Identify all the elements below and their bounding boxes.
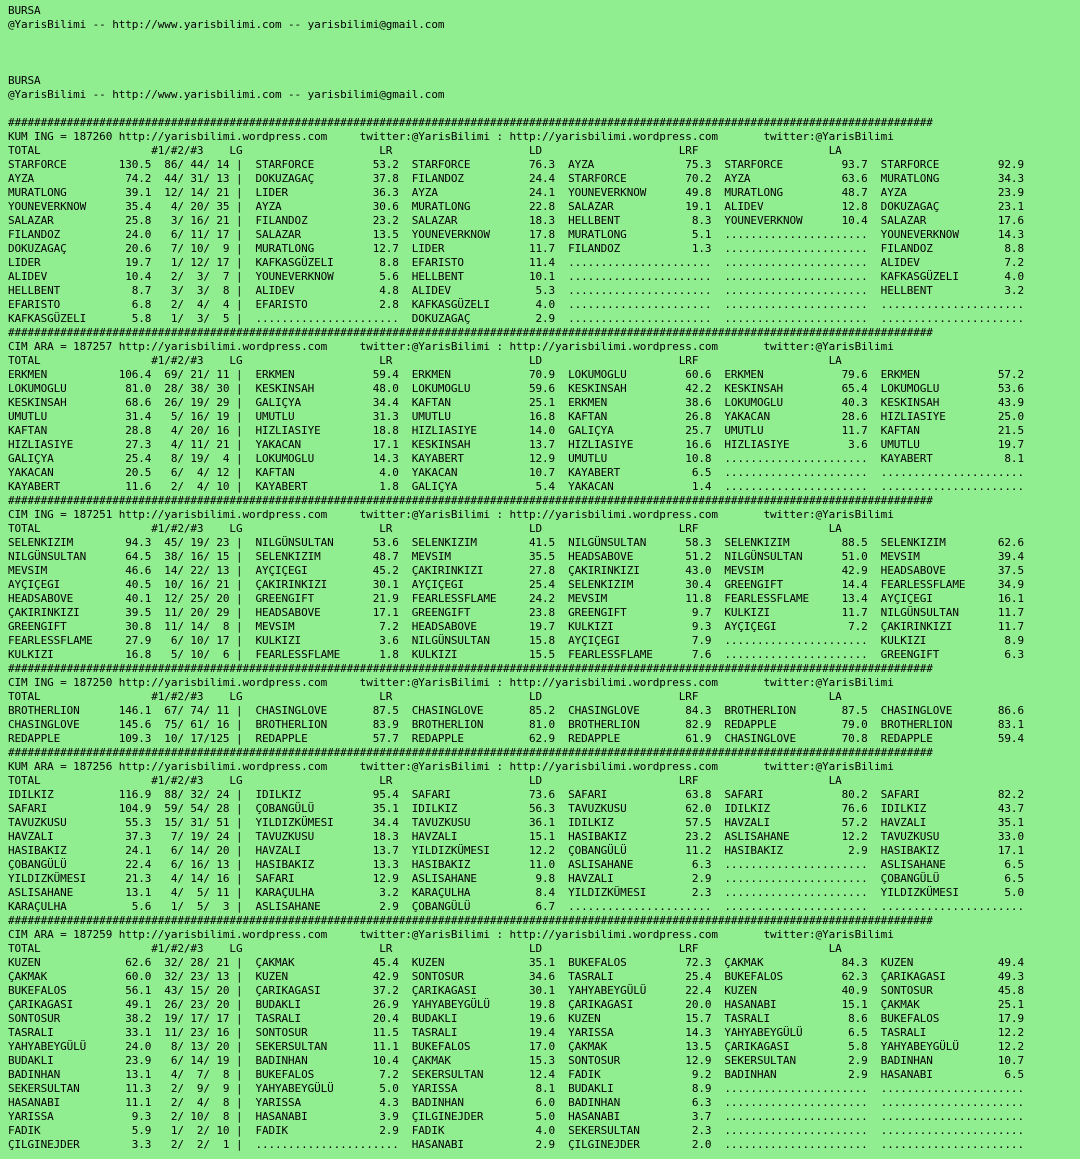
text-line: MURATLONG 39.1 12/ 14/ 21 | LIDER 36.3 AYZA 24.1 YOUNEVERKNOW 49.8 MURATLONG 48.7 AYZA 23.9: [8, 186, 1024, 199]
text-line: ÇAKIRINKIZI 39.5 11/ 20/ 29 | HEADSABOVE 17.1 GREENGIFT 23.8 GREENGIFT 9.7 KULKIZI 11.7 NILGÜNSULTAN 11.7: [8, 606, 1024, 619]
text-line: UMUTLU 31.4 5/ 16/ 19 | UMUTLU 31.3 UMUTLU 16.8 KAFTAN 26.8 YAKACAN 28.6 HIZLIASIYE 25.0: [8, 410, 1024, 423]
text-line: ALIDEV 10.4 2/ 3/ 7 | YOUNEVERKNOW 5.6 HELLBENT 10.1 ...................... ...................... KAFKASGÜZELI 4.0: [8, 270, 1024, 283]
text-line: KESKINSAH 68.6 26/ 19/ 29 | GALIÇYA 34.4 KAFTAN 25.1 ERKMEN 38.6 LOKUMOGLU 40.3 KESKINSAH 43.9: [8, 396, 1024, 409]
text-line: ERKMEN 106.4 69/ 21/ 11 | ERKMEN 59.4 ERKMEN 70.9 LOKUMOGLU 60.6 ERKMEN 79.6 ERKMEN 57.2: [8, 368, 1024, 381]
text-line: KAYABERT 11.6 2/ 4/ 10 | KAYABERT 1.8 GALIÇYA 5.4 YAKACAN 1.4 ...................... ......................: [8, 480, 1024, 493]
text-line: CIM ING = 187250 http://yarisbilimi.wordpress.com twitter:@YarisBilimi : http://yarisbilimi.wordpress.com twitter:@YarisBilimi: [8, 676, 894, 689]
text-line: CIM ING = 187251 http://yarisbilimi.wordpress.com twitter:@YarisBilimi : http://yarisbilimi.wordpress.com twitter:@YarisBilimi: [8, 508, 894, 521]
text-line: LOKUMOGLU 81.0 28/ 38/ 30 | KESKINSAH 48.0 LOKUMOGLU 59.6 KESKINSAH 42.2 KESKINSAH 65.4 LOKUMOGLU 53.6: [8, 382, 1024, 395]
text-line: TOTAL #1/#2/#3 LG LR LD LRF LA: [8, 354, 842, 367]
text-line: HIZLIASIYE 27.3 4/ 11/ 21 | YAKACAN 17.1 KESKINSAH 13.7 HIZLIASIYE 16.6 HIZLIASIYE 3.6 UMUTLU 19.7: [8, 438, 1024, 451]
text-line: EFARISTO 6.8 2/ 4/ 4 | EFARISTO 2.8 KAFKASGÜZELI 4.0 ...................... ...................... ......................: [8, 298, 1024, 311]
text-line: BROTHERLION 146.1 67/ 74/ 11 | CHASINGLOVE 87.5 CHASINGLOVE 85.2 CHASINGLOVE 84.3 BROTHERLION 87.5 CHASINGLOVE 86.6: [8, 704, 1024, 717]
text-line: KAFKASGÜZELI 5.8 1/ 3/ 5 | ...................... DOKUZAGAÇ 2.9 ...................... ...................... ......................: [8, 312, 1024, 325]
text-line: TOTAL #1/#2/#3 LG LR LD LRF LA: [8, 774, 842, 787]
text-line: FILANDOZ 24.0 6/ 11/ 17 | SALAZAR 13.5 YOUNEVERKNOW 17.8 MURATLONG 5.1 ...................... YOUNEVERKNOW 14.3: [8, 228, 1024, 241]
text-line: TOTAL #1/#2/#3 LG LR LD LRF LA: [8, 522, 842, 535]
text-line: ASLISAHANE 13.1 4/ 5/ 11 | KARAÇULHA 3.2 KARAÇULHA 8.4 YILDIZKÜMESI 2.3 ...................... YILDIZKÜMESI 5.0: [8, 886, 1024, 899]
text-line: TOTAL #1/#2/#3 LG LR LD LRF LA: [8, 942, 842, 955]
text-line: KUM ING = 187260 http://yarisbilimi.wordpress.com twitter:@YarisBilimi : http://yarisbilimi.wordpress.com twitter:@YarisBilimi: [8, 130, 894, 143]
text-line: KAFTAN 28.8 4/ 20/ 16 | HIZLIASIYE 18.8 HIZLIASIYE 14.0 GALIÇYA 25.7 UMUTLU 11.7 KAFTAN 21.5: [8, 424, 1024, 437]
text-line: FADIK 5.9 1/ 2/ 10 | FADIK 2.9 FADIK 4.0 SEKERSULTAN 2.3 ...................... ......................: [8, 1124, 1024, 1137]
text-line: ÇILGINEJDER 3.3 2/ 2/ 1 | ...................... HASANABI 2.9 ÇILGINEJDER 2.0 ...................... ......................: [8, 1138, 1024, 1151]
text-line: BUKEFALOS 56.1 43/ 15/ 20 | ÇARIKAGASI 37.2 ÇARIKAGASI 30.1 YAHYABEYGÜLÜ 22.4 KUZEN 40.9 SONTOSUR 45.8: [8, 984, 1024, 997]
text-line: @YarisBilimi -- http://www.yarisbilimi.com -- yarisbilimi@gmail.com: [8, 18, 445, 31]
text-line: YARISSA 9.3 2/ 10/ 8 | HASANABI 3.9 ÇILGINEJDER 5.0 HASANABI 3.7 ...................... ......................: [8, 1110, 1024, 1123]
text-line: KULKIZI 16.8 5/ 10/ 6 | FEARLESSFLAME 1.8 KULKIZI 15.5 FEARLESSFLAME 7.6 ...................... GREENGIFT 6.3: [8, 648, 1024, 661]
text-line: CHASINGLOVE 145.6 75/ 61/ 16 | BROTHERLION 83.9 BROTHERLION 81.0 BROTHERLION 82.9 REDAPPLE 79.0 BROTHERLION 83.1: [8, 718, 1024, 731]
text-line: CIM ARA = 187257 http://yarisbilimi.wordpress.com twitter:@YarisBilimi : http://yarisbilimi.wordpress.com twitter:@YarisBilimi: [8, 340, 894, 353]
text-line: YILDIZKÜMESI 21.3 4/ 14/ 16 | SAFARI 12.9 ASLISAHANE 9.8 HAVZALI 2.9 ...................... ÇOBANGÜLÜ 6.5: [8, 872, 1024, 885]
text-line: LIDER 19.7 1/ 12/ 17 | KAFKASGÜZELI 8.8 EFARISTO 11.4 ...................... ...................... ALIDEV 7.2: [8, 256, 1024, 269]
text-line: KARAÇULHA 5.6 1/ 5/ 3 | ASLISAHANE 2.9 ÇOBANGÜLÜ 6.7 ...................... ...................... ......................: [8, 900, 1024, 913]
section-divider: ##############################################################################################################################################: [8, 494, 933, 507]
text-line: @YarisBilimi -- http://www.yarisbilimi.com -- yarisbilimi@gmail.com: [8, 88, 445, 101]
text-line: HAVZALI 37.3 7/ 19/ 24 | TAVUZKUSU 18.3 HAVZALI 15.1 HASIBAKIZ 23.2 ASLISAHANE 12.2 TAVUZKUSU 33.0: [8, 830, 1024, 843]
text-line: SELENKIZIM 94.3 45/ 19/ 23 | NILGÜNSULTAN 53.6 SELENKIZIM 41.5 NILGÜNSULTAN 58.3 SELENKIZIM 88.5 SELENKIZIM 62.6: [8, 536, 1024, 549]
text-line: KUM ARA = 187256 http://yarisbilimi.wordpress.com twitter:@YarisBilimi : http://yarisbilimi.wordpress.com twitter:@YarisBilimi: [8, 760, 894, 773]
text-line: MEVSIM 46.6 14/ 22/ 13 | AYÇIÇEGI 45.2 ÇAKIRINKIZI 27.8 ÇAKIRINKIZI 43.0 MEVSIM 42.9 HEADSABOVE 37.5: [8, 564, 1024, 577]
section-divider: ##############################################################################################################################################: [8, 326, 933, 339]
text-line: [8, 46, 1080, 60]
text-line: BUDAKLI 23.9 6/ 14/ 19 | BADINHAN 10.4 ÇAKMAK 15.3 SONTOSUR 12.9 SEKERSULTAN 2.9 BADINHAN 10.7: [8, 1054, 1024, 1067]
text-line: TOTAL #1/#2/#3 LG LR LD LRF LA: [8, 690, 842, 703]
text-line: CIM ARA = 187259 http://yarisbilimi.wordpress.com twitter:@YarisBilimi : http://yarisbilimi.wordpress.com twitter:@YarisBilimi: [8, 928, 894, 941]
text-line: ÇARIKAGASI 49.1 26/ 23/ 20 | BUDAKLI 26.9 YAHYABEYGÜLÜ 19.8 ÇARIKAGASI 20.0 HASANABI 15.1 ÇAKMAK 25.1: [8, 998, 1024, 1011]
text-line: AYÇIÇEGI 40.5 10/ 16/ 21 | ÇAKIRINKIZI 30.1 AYÇIÇEGI 25.4 SELENKIZIM 30.4 GREENGIFT 14.4 FEARLESSFLAME 34.9: [8, 578, 1024, 591]
section-divider: ##############################################################################################################################################: [8, 746, 933, 759]
text-line: DOKUZAGAÇ 20.6 7/ 10/ 9 | MURATLONG 12.7 LIDER 11.7 FILANDOZ 1.3 ...................... FILANDOZ 8.8: [8, 242, 1024, 255]
text-line: SEKERSULTAN 11.3 2/ 9/ 9 | YAHYABEYGÜLÜ 5.0 YARISSA 8.1 BUDAKLI 8.9 ...................... ......................: [8, 1082, 1024, 1095]
text-line: ÇOBANGÜLÜ 22.4 6/ 16/ 13 | HASIBAKIZ 13.3 HASIBAKIZ 11.0 ASLISAHANE 6.3 ...................... ASLISAHANE 6.5: [8, 858, 1024, 871]
text-line: REDAPPLE 109.3 10/ 17/125 | REDAPPLE 57.7 REDAPPLE 62.9 REDAPPLE 61.9 CHASINGLOVE 70.8 REDAPPLE 59.4: [8, 732, 1024, 745]
text-line: STARFORCE 130.5 86/ 44/ 14 | STARFORCE 53.2 STARFORCE 76.3 AYZA 75.3 STARFORCE 93.7 STARFORCE 92.9: [8, 158, 1024, 171]
text-line: HASANABI 11.1 2/ 4/ 8 | YARISSA 4.3 BADINHAN 6.0 BADINHAN 6.3 ...................... ......................: [8, 1096, 1024, 1109]
text-line: BURSA: [8, 4, 41, 17]
text-line: GREENGIFT 30.8 11/ 14/ 8 | MEVSIM 7.2 HEADSABOVE 19.7 KULKIZI 9.3 AYÇIÇEGI 7.2 ÇAKIRINKIZI 11.7: [8, 620, 1024, 633]
text-line: YOUNEVERKNOW 35.4 4/ 20/ 35 | AYZA 30.6 MURATLONG 22.8 SALAZAR 19.1 ALIDEV 12.8 DOKUZAGAÇ 23.1: [8, 200, 1024, 213]
text-line: ÇAKMAK 60.0 32/ 23/ 13 | KUZEN 42.9 SONTOSUR 34.6 TASRALI 25.4 BUKEFALOS 62.3 ÇARIKAGASI 49.3: [8, 970, 1024, 983]
section-divider: ##############################################################################################################################################: [8, 662, 933, 675]
text-line: SALAZAR 25.8 3/ 16/ 21 | FILANDOZ 23.2 SALAZAR 18.3 HELLBENT 8.3 YOUNEVERKNOW 10.4 SALAZAR 17.6: [8, 214, 1024, 227]
text-line: [8, 102, 1080, 116]
text-line: TOTAL #1/#2/#3 LG LR LD LRF LA: [8, 144, 842, 157]
text-line: [8, 60, 1080, 74]
text-line: TASRALI 33.1 11/ 23/ 16 | SONTOSUR 11.5 TASRALI 19.4 YARISSA 14.3 YAHYABEYGÜLÜ 6.5 TASRALI 12.2: [8, 1026, 1024, 1039]
text-line: FEARLESSFLAME 27.9 6/ 10/ 17 | KULKIZI 3.6 NILGÜNSULTAN 15.8 AYÇIÇEGI 7.9 ...................... KULKIZI 8.9: [8, 634, 1024, 647]
text-line: NILGÜNSULTAN 64.5 38/ 16/ 15 | SELENKIZIM 48.7 MEVSIM 35.5 HEADSABOVE 51.2 NILGÜNSULTAN 51.0 MEVSIM 39.4: [8, 550, 1024, 563]
text-line: [8, 32, 1080, 46]
text-line: YAHYABEYGÜLÜ 24.0 8/ 13/ 20 | SEKERSULTAN 11.1 BUKEFALOS 17.0 ÇAKMAK 13.5 ÇARIKAGASI 5.8 YAHYABEYGÜLÜ 12.2: [8, 1040, 1024, 1053]
text-line: IDILKIZ 116.9 88/ 32/ 24 | IDILKIZ 95.4 SAFARI 73.6 SAFARI 63.8 SAFARI 80.2 SAFARI 82.2: [8, 788, 1024, 801]
text-line: GALIÇYA 25.4 8/ 19/ 4 | LOKUMOGLU 14.3 KAYABERT 12.9 UMUTLU 10.8 ...................... KAYABERT 8.1: [8, 452, 1024, 465]
text-line: HEADSABOVE 40.1 12/ 25/ 20 | GREENGIFT 21.9 FEARLESSFLAME 24.2 MEVSIM 11.8 FEARLESSFLAME 13.4 AYÇIÇEGI 16.1: [8, 592, 1024, 605]
section-divider: ##############################################################################################################################################: [8, 116, 933, 129]
text-line: AYZA 74.2 44/ 31/ 13 | DOKUZAGAÇ 37.8 FILANDOZ 24.4 STARFORCE 70.2 AYZA 63.6 MURATLONG 34.3: [8, 172, 1024, 185]
text-line: BADINHAN 13.1 4/ 7/ 8 | BUKEFALOS 7.2 SEKERSULTAN 12.4 FADIK 9.2 BADINHAN 2.9 HASANABI 6.5: [8, 1068, 1024, 1081]
text-line: BURSA: [8, 74, 41, 87]
text-line: TAVUZKUSU 55.3 15/ 31/ 51 | YILDIZKÜMESI 34.4 TAVUZKUSU 36.1 IDILKIZ 57.5 HAVZALI 57.2 HAVZALI 35.1: [8, 816, 1024, 829]
text-line: SONTOSUR 38.2 19/ 17/ 17 | TASRALI 20.4 BUDAKLI 19.6 KUZEN 15.7 TASRALI 8.6 BUKEFALOS 17.9: [8, 1012, 1024, 1025]
text-line: YAKACAN 20.5 6/ 4/ 12 | KAFTAN 4.0 YAKACAN 10.7 KAYABERT 6.5 ...................... ......................: [8, 466, 1024, 479]
text-line: HELLBENT 8.7 3/ 3/ 8 | ALIDEV 4.8 ALIDEV 5.3 ...................... ...................... HELLBENT 3.2: [8, 284, 1024, 297]
text-line: SAFARI 104.9 59/ 54/ 28 | ÇOBANGÜLÜ 35.1 IDILKIZ 56.3 TAVUZKUSU 62.0 IDILKIZ 76.6 IDILKIZ 43.7: [8, 802, 1024, 815]
text-line: KUZEN 62.6 32/ 28/ 21 | ÇAKMAK 45.4 KUZEN 35.1 BUKEFALOS 72.3 ÇAKMAK 84.3 KUZEN 49.4: [8, 956, 1024, 969]
text-line: HASIBAKIZ 24.1 6/ 14/ 20 | HAVZALI 13.7 YILDIZKÜMESI 12.2 ÇOBANGÜLÜ 11.2 HASIBAKIZ 2.9 HASIBAKIZ 17.1: [8, 844, 1024, 857]
section-divider: ##############################################################################################################################################: [8, 914, 933, 927]
